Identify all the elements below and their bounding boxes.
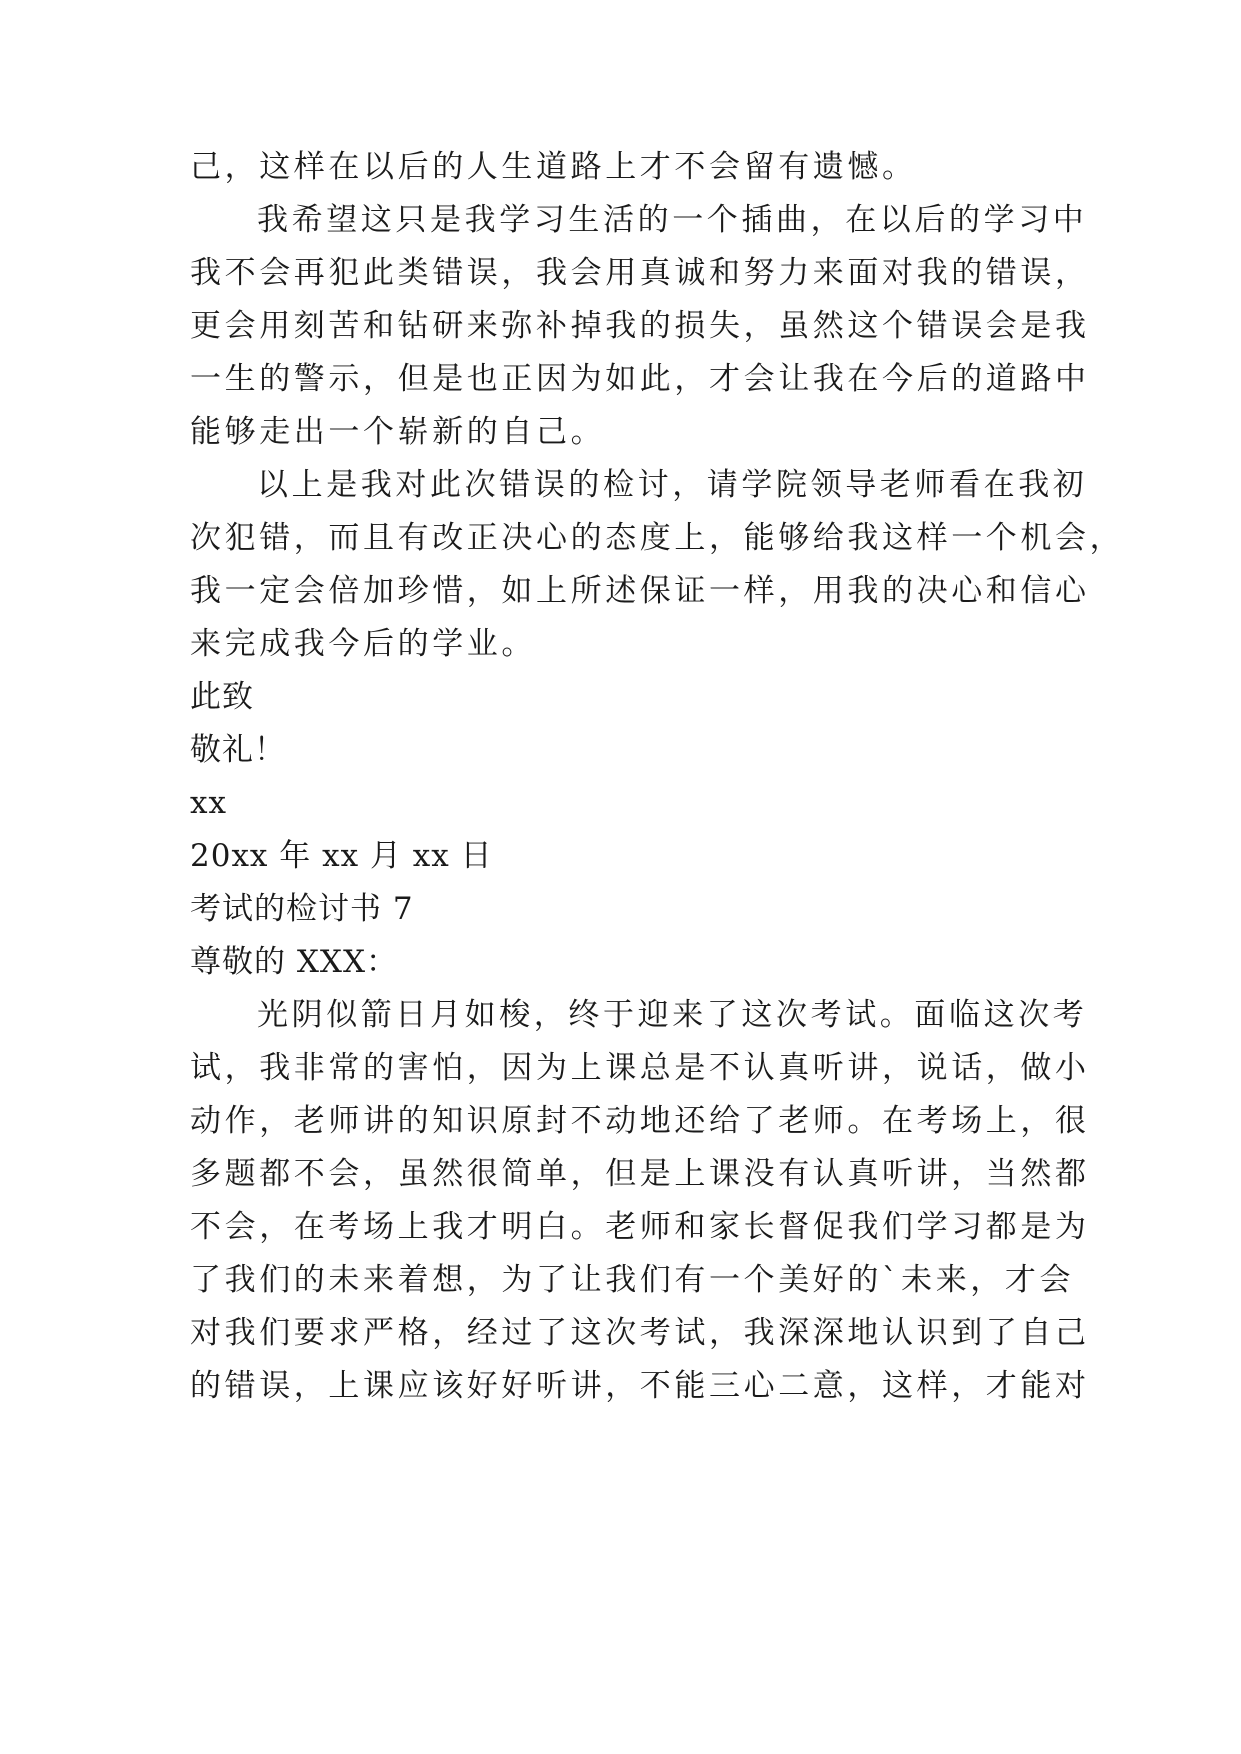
text-line: 不会，在考场上我才明白。老师和家长督促我们学习都是为 <box>190 1209 1090 1245</box>
text-line: 我不会再犯此类错误，我会用真诚和努力来面对我的错误， <box>190 255 1090 291</box>
text-line: 对我们要求严格，经过了这次考试，我深深地认识到了自己 <box>190 1315 1090 1351</box>
text-line: 来完成我今后的学业。 <box>190 626 536 662</box>
text-line: 了我们的未来着想，为了让我们有一个美好的`未来，才会 <box>190 1262 1075 1298</box>
signature-name: xx <box>190 785 227 821</box>
closing-salutation: 此致 <box>190 679 254 715</box>
paragraph-first-line: 以上是我对此次错误的检讨，请学院领导老师看在我初 <box>257 467 1088 503</box>
paragraph-first-line: 我希望这只是我学习生活的一个插曲，在以后的学习中 <box>257 202 1088 238</box>
text-line: 次犯错，而且有改正决心的态度上，能够给我这样一个机会， <box>190 520 1125 556</box>
text-line: 试，我非常的害怕，因为上课总是不认真听讲，说话，做小 <box>190 1050 1090 1086</box>
text-line: 一生的警示，但是也正因为如此，才会让我在今后的道路中 <box>190 361 1090 397</box>
closing-regards: 敬礼！ <box>190 732 286 768</box>
text-line: 我一定会倍加珍惜，如上所述保证一样，用我的决心和信心 <box>190 573 1090 609</box>
signature-date: 20xx 年 xx 月 xx 日 <box>190 838 493 874</box>
text-line: 己，这样在以后的人生道路上才不会留有遗憾。 <box>190 149 917 185</box>
section-title: 考试的检讨书 7 <box>190 891 414 927</box>
text-line: 多题都不会，虽然很简单，但是上课没有认真听讲，当然都 <box>190 1156 1090 1192</box>
greeting: 尊敬的 XXX： <box>190 944 399 980</box>
paragraph-first-line: 光阴似箭日月如梭，终于迎来了这次考试。面临这次考 <box>257 997 1088 1033</box>
text-line: 更会用刻苦和钻研来弥补掉我的损失，虽然这个错误会是我 <box>190 308 1090 344</box>
text-line: 动作，老师讲的知识原封不动地还给了老师。在考场上，很 <box>190 1103 1090 1139</box>
text-line: 能够走出一个崭新的自己。 <box>190 414 606 450</box>
text-line: 的错误，上课应该好好听讲，不能三心二意，这样，才能对 <box>190 1368 1090 1404</box>
